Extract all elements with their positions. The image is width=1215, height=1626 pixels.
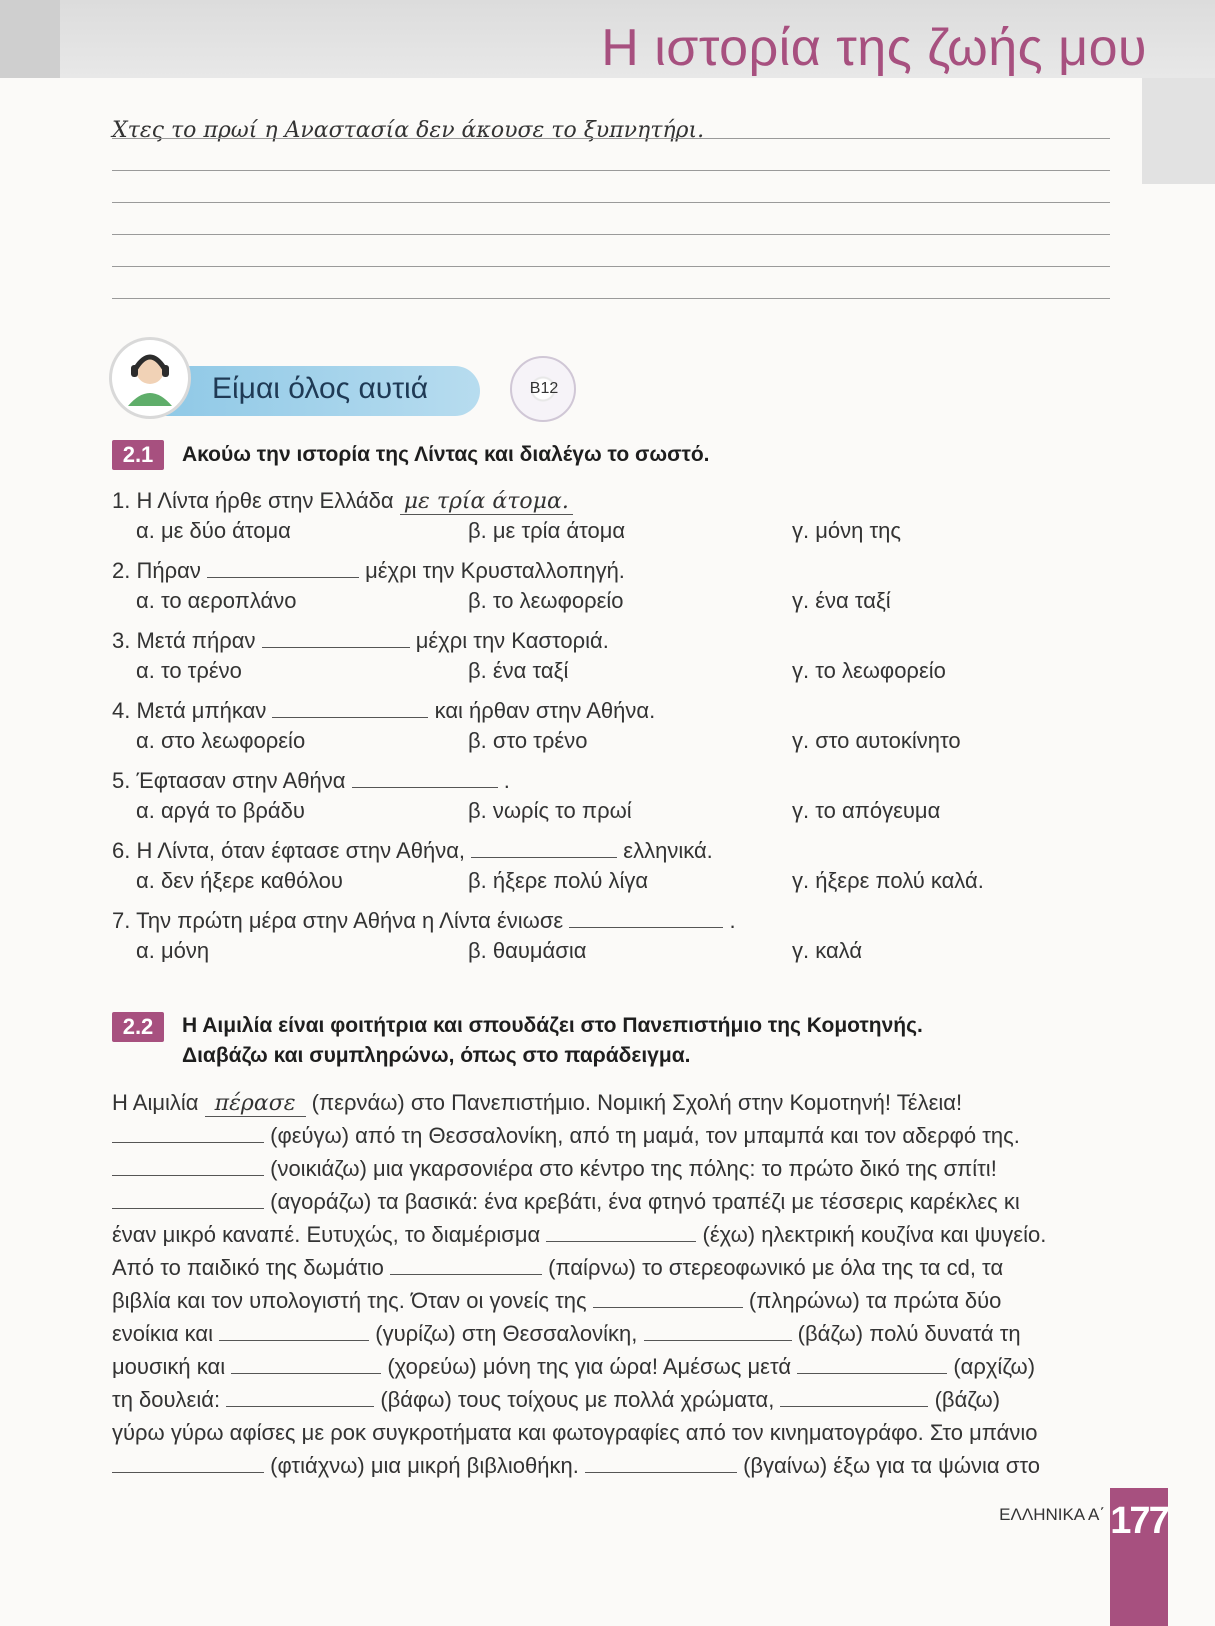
option-b[interactable]: β. το λεωφορείο	[468, 588, 624, 613]
option-b[interactable]: β. ήξερε πολύ λίγα	[468, 868, 649, 893]
intro-handwritten-sentence: Χτες το πρωί η Αναστασία δεν άκουσε το ξυπνητήρι.	[112, 118, 705, 143]
exercise-instruction-line-2: Διαβάζω και συμπληρώνω, όπως στο παράδειγμα.	[182, 1044, 691, 1067]
option-a[interactable]: α. το αεροπλάνο	[136, 588, 297, 613]
answer-blank[interactable]	[226, 1388, 374, 1407]
option-c[interactable]: γ. στο αυτοκίνητο	[792, 728, 961, 753]
text-line-10: τη δουλειά: (βάφω) τους τοίχους με πολλά χρώματα, (βάζω)	[112, 1387, 1001, 1412]
question-1-answer: με τρία άτομα.	[400, 489, 573, 515]
option-c[interactable]: γ. το λεωφορείο	[792, 658, 946, 683]
page-number: 177	[1110, 1500, 1168, 1542]
question-6: 6. Η Λίντα, όταν έφτασε στην Αθήνα, ελληνικά.	[112, 838, 713, 863]
question-4: 4. Μετά μπήκαν και ήρθαν στην Αθήνα.	[112, 698, 656, 723]
answer-blank[interactable]	[207, 559, 359, 578]
text-line-4: (αγοράζω) τα βασικά: ένα κρεβάτι, ένα φτηνό τραπέζι με τέσσερις καρέκλες κι	[112, 1189, 1020, 1215]
answer-blank[interactable]	[352, 769, 498, 788]
answer-blank[interactable]	[585, 1454, 737, 1473]
writing-line[interactable]	[112, 138, 1110, 139]
answer-blank[interactable]	[112, 1124, 264, 1143]
answer-blank[interactable]	[112, 1454, 264, 1473]
answer-blank[interactable]	[644, 1322, 792, 1341]
answer-blank[interactable]	[112, 1190, 264, 1209]
option-b[interactable]: β. θαυμάσια	[468, 938, 587, 963]
exercise-badge: 2.1	[112, 440, 164, 470]
option-b[interactable]: β. ένα ταξί	[468, 658, 569, 683]
exercise-badge: 2.2	[112, 1012, 164, 1042]
cd-track-label: B12	[529, 380, 559, 397]
question-3: 3. Μετά πήραν μέχρι την Καστοριά.	[112, 628, 609, 653]
question-7: 7. Την πρώτη μέρα στην Αθήνα η Λίντα ένιωσε .	[112, 908, 736, 933]
option-c[interactable]: γ. μόνη της	[792, 518, 902, 543]
question-5: 5. Έφτασαν στην Αθήνα .	[112, 768, 510, 793]
option-a[interactable]: α. το τρένο	[136, 658, 242, 683]
text-line-1: Η Αιμιλία πέρασε (περνάω) στο Πανεπιστήμιο. Νομική Σχολή στην Κομοτηνή! Τέλεια!	[112, 1090, 963, 1116]
option-a[interactable]: α. στο λεωφορείο	[136, 728, 306, 753]
option-c[interactable]: γ. το απόγευμα	[792, 798, 941, 823]
writing-line[interactable]	[112, 234, 1110, 235]
question-2: 2. Πήραν μέχρι την Κρυσταλλοπηγή.	[112, 558, 625, 583]
answer-blank[interactable]	[569, 909, 723, 928]
exercise-instruction-line-1: Η Αιμιλία είναι φοιτήτρια και σπουδάζει στο Πανεπιστήμιο της Κομοτηνής.	[182, 1014, 923, 1037]
listening-avatar-icon	[112, 340, 188, 416]
header-band-edge	[0, 0, 60, 78]
text-line-2: (φεύγω) από τη Θεσσαλονίκη, από τη μαμά, τον μπαμπά και τον αδερφό της.	[112, 1123, 1020, 1149]
answer-blank[interactable]	[262, 629, 410, 648]
writing-line[interactable]	[112, 266, 1110, 267]
question-1: 1. Η Λίντα ήρθε στην Ελλάδα με τρία άτομα.	[112, 488, 573, 514]
option-b[interactable]: β. με τρία άτομα	[468, 518, 626, 543]
option-b[interactable]: β. νωρίς το πρωί	[468, 798, 632, 823]
right-margin-tab	[1142, 78, 1215, 184]
text-line-7: βιβλία και τον υπολογιστή της. Όταν οι γονείς της (πληρώνω) τα πρώτα δύο	[112, 1288, 1002, 1313]
text-line-5: έναν μικρό καναπέ. Ευτυχώς, το διαμέρισμα (έχω) ηλεκτρική κουζίνα και ψυγείο.	[112, 1222, 1047, 1247]
writing-line[interactable]	[112, 298, 1110, 299]
option-a[interactable]: α. μόνη	[136, 938, 210, 963]
option-c[interactable]: γ. καλά	[792, 938, 863, 963]
answer-blank[interactable]	[219, 1322, 369, 1341]
option-b[interactable]: β. στο τρένο	[468, 728, 588, 753]
option-c[interactable]: γ. ένα ταξί	[792, 588, 891, 613]
writing-line[interactable]	[112, 170, 1110, 171]
answer-blank[interactable]	[546, 1223, 696, 1242]
answer-blank[interactable]	[231, 1355, 381, 1374]
section-title: Είμαι όλος αυτιά	[212, 372, 429, 405]
option-a[interactable]: α. δεν ήξερε καθόλου	[136, 868, 343, 893]
text-line-11: γύρω γύρω αφίσες με ροκ συγκροτήματα και φωτογραφίες από τον κινηματογράφο. Στο μπάνιο	[112, 1420, 1038, 1445]
answer-blank[interactable]	[780, 1388, 928, 1407]
text-line-8: ενοίκια και (γυρίζω) στη Θεσσαλονίκη, (βάζω) πολύ δυνατά τη	[112, 1321, 1021, 1346]
text-line-12: (φτιάχνω) μια μικρή βιβλιοθήκη. (βγαίνω) έξω για τα ψώνια στο	[112, 1453, 1040, 1479]
example-answer: πέρασε	[205, 1091, 306, 1117]
text-line-9: μουσική και (χορεύω) μόνη της για ώρα! Αμέσως μετά (αρχίζω)	[112, 1354, 1036, 1379]
option-c[interactable]: γ. ήξερε πολύ καλά.	[792, 868, 984, 893]
book-title: ΕΛΛΗΝΙΚΑ Α΄	[999, 1505, 1105, 1524]
option-a[interactable]: α. αργά το βράδυ	[136, 798, 305, 823]
page-title: Η ιστορία της ζωής μου	[601, 19, 1147, 77]
option-a[interactable]: α. με δύο άτομα	[136, 518, 291, 543]
text-line-3: (νοικιάζω) μια γκαρσονιέρα στο κέντρο της πόλης: το πρώτο δικό της σπίτι!	[112, 1156, 997, 1182]
exercise-instruction: Ακούω την ιστορία της Λίντας και διαλέγω το σωστό.	[182, 443, 710, 466]
text-line-6: Από το παιδικό της δωμάτιο (παίρνω) το στερεοφωνικό με όλα της τα cd, τα	[112, 1255, 1004, 1280]
answer-blank[interactable]	[390, 1256, 542, 1275]
answer-blank[interactable]	[471, 839, 617, 858]
answer-blank[interactable]	[593, 1289, 743, 1308]
answer-blank[interactable]	[797, 1355, 947, 1374]
writing-line[interactable]	[112, 202, 1110, 203]
answer-blank[interactable]	[112, 1157, 264, 1176]
answer-blank[interactable]	[272, 699, 428, 718]
